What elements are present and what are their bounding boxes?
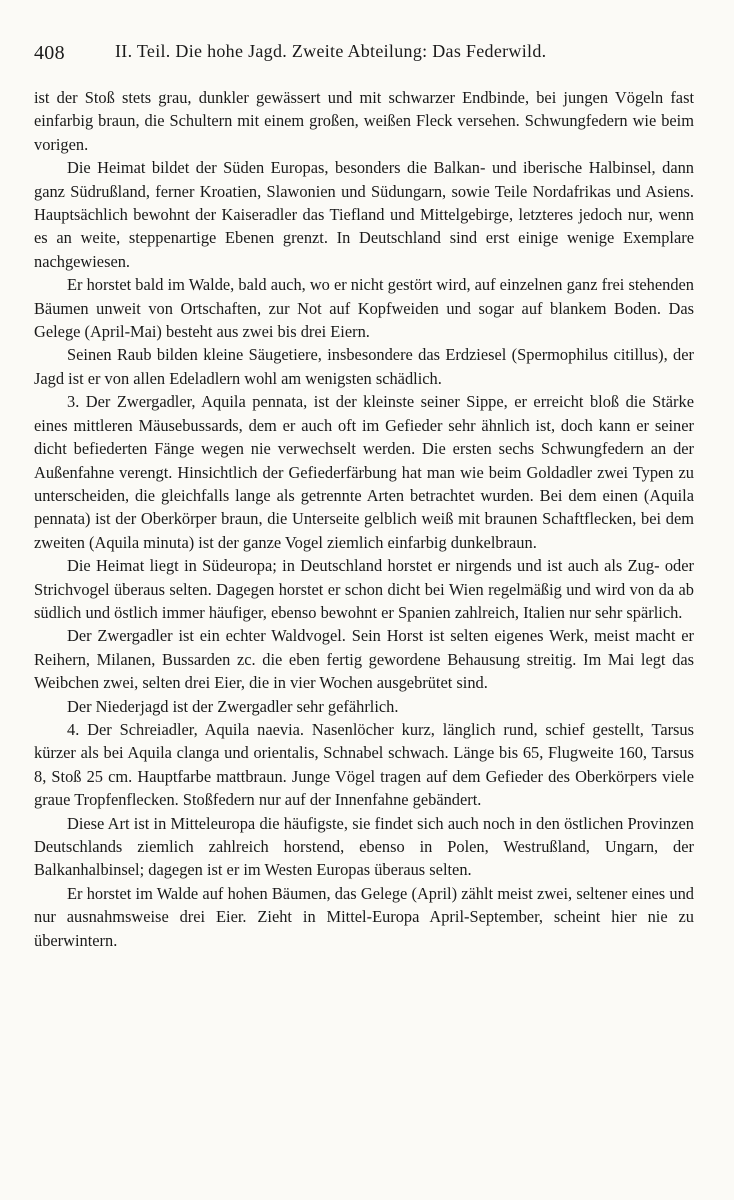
paragraph: Der Zwergadler ist ein echter Waldvogel. Sein Horst ist selten eigenes Werk, meist macht er Reihern, Milanen, Bussarden zc. die eben fertig gewordene Behausung streitig. Im Mai legt das Weibchen zwei, selten drei Eier, die in vier Wochen ausgebrütet sind. [34, 626, 694, 693]
paragraph: 3. Der Zwergadler, Aquila pennata, ist der kleinste seiner Sippe, er erreicht bloß die Stärke eines mittleren Mäusebussards, dem er auch oft im Gefieder sehr ähnlich ist, doch kann er seiner dicht befiederten Fänge wegen nie verwechselt werden. Die ersten sechs Schwungfedern an der Außenfahne verengt. Hinsichtlich der Gefiederfärbung hat man wie beim Goldadler zwei Typen zu unterscheiden, die gleichfalls lange als getrennte Arten betrachtet wurden. Bei dem einen (Aquila pennata) ist der Oberkörper braun, die Unterseite gelblich weiß mit braunen Schaftflecken, bei dem zweiten (Aquila minuta) ist der ganze Vogel ziemlich einfarbig dunkelbraun. [34, 392, 694, 552]
paragraph: Seinen Raub bilden kleine Säugetiere, insbesondere das Erdziesel (Spermophilus citillus), der Jagd ist er von allen Edeladlern wohl am wenigsten schädlich. [34, 345, 694, 388]
paragraph: Er horstet bald im Walde, bald auch, wo er nicht gestört wird, auf einzelnen ganz frei stehenden Bäumen unweit von Ortschaften, zur Not auf Kopfweiden und sogar auf blankem Boden. Das Gelege (April-Mai) besteht aus zwei bis drei Eiern. [34, 275, 694, 342]
running-header [34, 34, 694, 66]
paragraph: 4. Der Schreiadler, Aquila naevia. Nasenlöcher kurz, länglich rund, schief gestellt, Tarsus kürzer als bei Aquila clanga und orientalis, Schnabel schwach. Länge bis 65, Flugweite 160, Tarsus 8, Stoß 25 cm. Hauptfarbe mattbraun. Junge Vögel tragen auf dem Gefieder des Oberkörpers viele graue Tropfenflecken. Stoßfedern nur auf der Innenfahne gebändert. [34, 719, 694, 810]
paragraph: Der Niederjagd ist der Zwergadler sehr gefährlich. [67, 696, 399, 716]
paragraph: ist der Stoß stets grau, dunkler gewässert und mit schwarzer Endbinde, bei jungen Vögeln fast einfarbig braun, die Schultern mit einem großen, weißen Fleck versehen. Schwungfedern wie beim vorigen. [34, 88, 694, 154]
running-title: II. Teil. Die hohe Jagd. Zweite Abteilung: Das Federwild. [115, 41, 547, 61]
paragraph: Die Heimat liegt in Südeuropa; in Deutschland horstet er nirgends und ist auch als Zug- oder Strichvogel überaus selten. Dagegen horstet er schon dicht bei Wien regelmäßig und wird von da ab südlich und östlich immer häufiger, ebenso bewohnt er Spanien zahlreich, Italien nur sehr spärlich. [34, 556, 694, 622]
paragraph: Er horstet im Walde auf hohen Bäumen, das Gelege (April) zählt meist zwei, seltener eines und nur ausnahmsweise drei Eier. Zieht in Mittel-Europa April-September, scheint hier nie zu überwintern. [34, 883, 694, 950]
page-number: 408 [34, 42, 65, 64]
paragraph: Diese Art ist in Mitteleuropa die häufigste, sie findet sich auch noch in den östlichen Provinzen Deutschlands ziemlich zahlreich horstend, ebenso in Polen, Westrußland, Ungarn, der Balkanhalbinsel; dagegen ist er im Westen Europas überaus selten. [34, 813, 694, 880]
paragraph: Die Heimat bildet der Süden Europas, besonders die Balkan- und iberische Halbinsel, dann ganz Südrußland, ferner Kroatien, Slawonien und Südungarn, sowie Teile Nordafrikas und Asiens. Hauptsächlich bewohnt der Kaiseradler das Tiefland und Mittelgebirge, letzteres jedoch nur, wenn es an weite, steppenartige Ebenen grenzt. In Deutschland sind erst einige wenige Exemplare nachgewiesen. [34, 158, 694, 271]
body-text [34, 86, 694, 952]
